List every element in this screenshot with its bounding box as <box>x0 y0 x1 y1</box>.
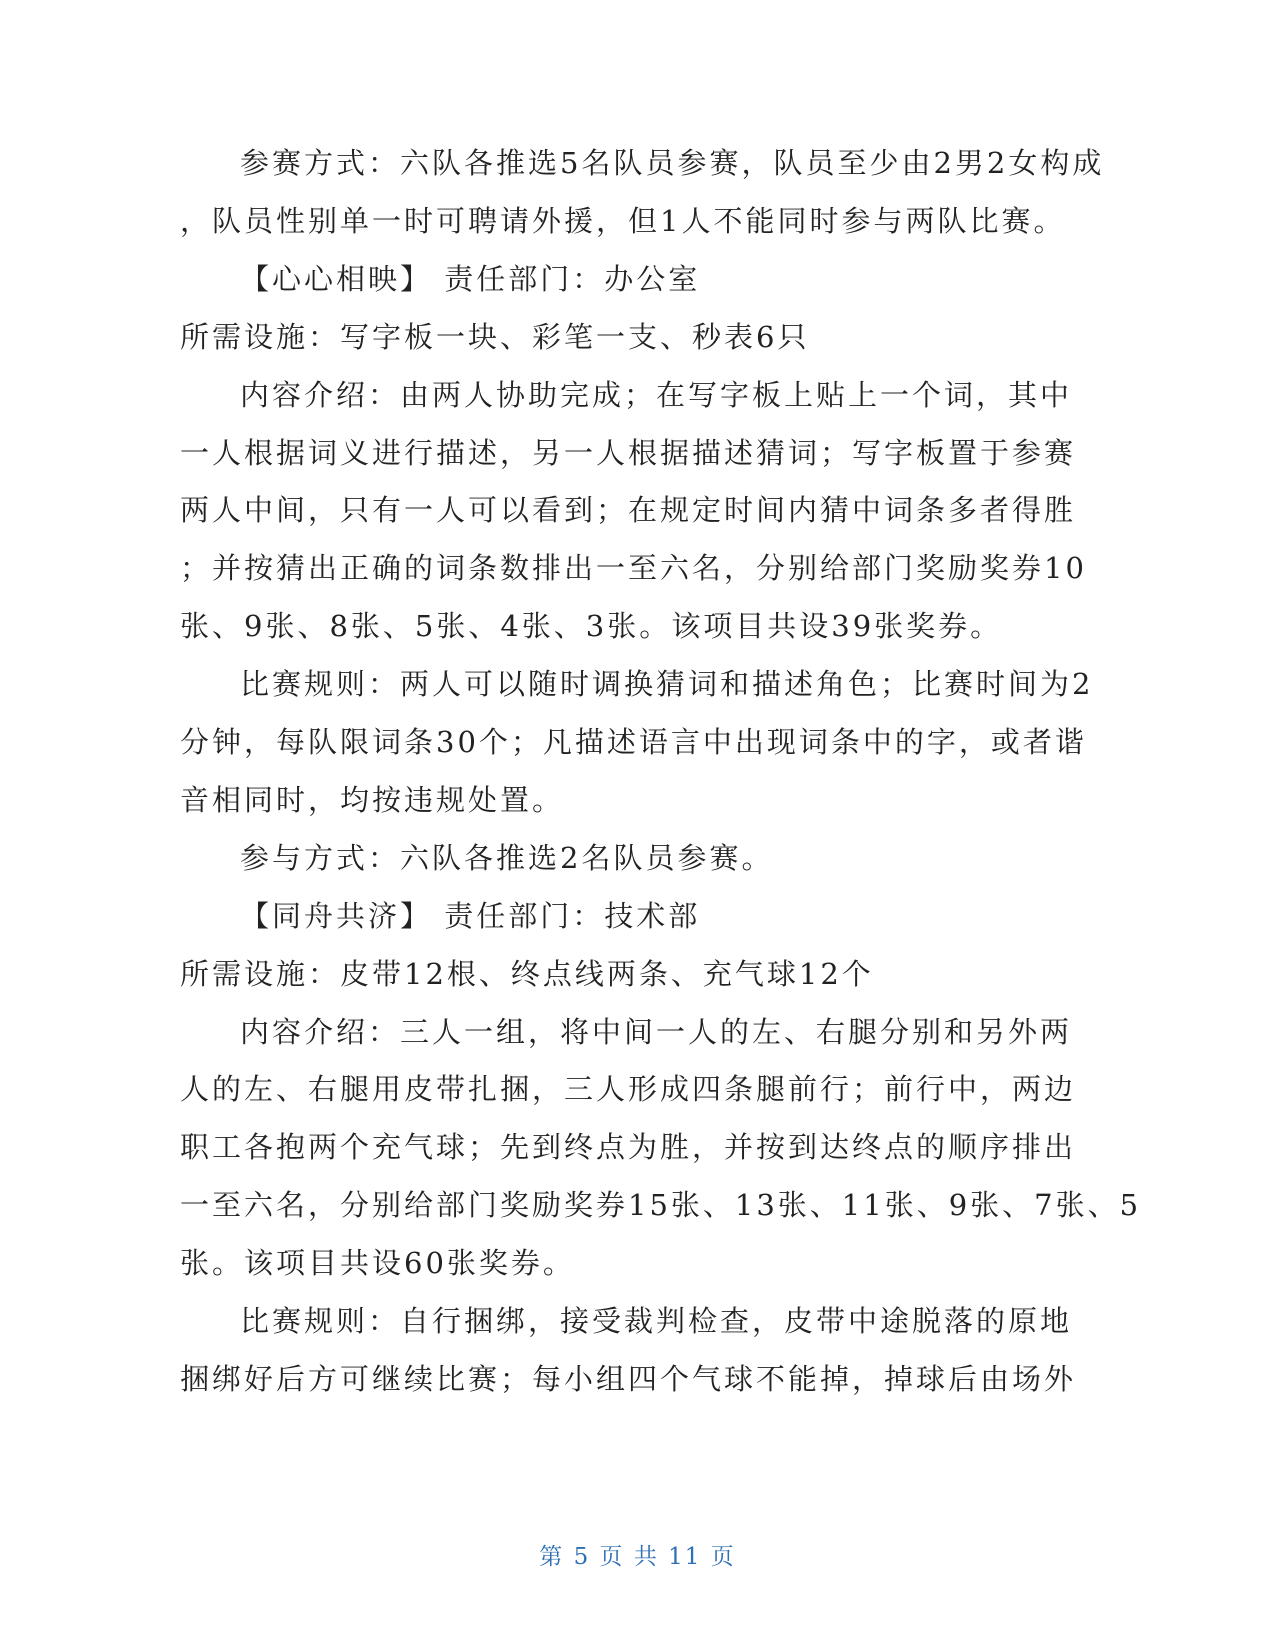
text-line: 所需设施：皮带12根、终点线两条、充气球12个 <box>180 957 874 991</box>
text-line: ；并按猜出正确的词条数排出一至六名，分别给部门奖励奖券10 <box>180 551 1087 585</box>
text-line: 音相同时，均按违规处置。 <box>180 783 565 817</box>
text-line: 一至六名，分别给部门奖励奖券15张、13张、11张、9张、7张、5 <box>180 1188 1142 1222</box>
section-heading: 【心心相映】 责任部门：办公室 <box>240 262 701 296</box>
text-line: 比赛规则：两人可以随时调换猜词和描述角色；比赛时间为2 <box>240 667 1094 701</box>
text-line: 两人中间，只有一人可以看到；在规定时间内猜中词条多者得胜 <box>180 493 1077 527</box>
section-heading: 【同舟共济】 责任部门：技术部 <box>240 899 701 933</box>
text-line: 比赛规则：自行捆绑，接受裁判检查，皮带中途脱落的原地 <box>240 1304 1073 1338</box>
text-line: 内容介绍：由两人协助完成；在写字板上贴上一个词，其中 <box>240 378 1073 412</box>
text-line: 内容介绍：三人一组，将中间一人的左、右腿分别和另外两 <box>240 1015 1073 1049</box>
text-line: 人的左、右腿用皮带扎捆，三人形成四条腿前行；前行中，两边 <box>180 1072 1077 1106</box>
text-line: 捆绑好后方可继续比赛；每小组四个气球不能掉，掉球后由场外 <box>180 1362 1077 1396</box>
text-line: 分钟，每队限词条30个；凡描述语言中出现词条中的字，或者谐 <box>180 725 1087 759</box>
text-line: 所需设施：写字板一块、彩笔一支、秒表6只 <box>180 320 810 354</box>
text-line: 张、9张、8张、5张、4张、3张。该项目共设39张奖券。 <box>180 609 1003 643</box>
text-line: 张。该项目共设60张奖券。 <box>180 1246 575 1280</box>
text-line: ，队员性别单一时可聘请外援，但1人不能同时参与两队比赛。 <box>180 204 1066 238</box>
page-number-footer: 第 5 页 共 11 页 <box>539 1544 736 1570</box>
text-line: 职工各抱两个充气球；先到终点为胜，并按到达终点的顺序排出 <box>180 1130 1077 1164</box>
text-line: 参与方式：六队各推选2名队员参赛。 <box>240 841 774 875</box>
text-line: 参赛方式：六队各推选5名队员参赛，队员至少由2男2女构成 <box>240 146 1105 180</box>
text-line: 一人根据词义进行描述，另一人根据描述猜词；写字板置于参赛 <box>180 436 1077 470</box>
